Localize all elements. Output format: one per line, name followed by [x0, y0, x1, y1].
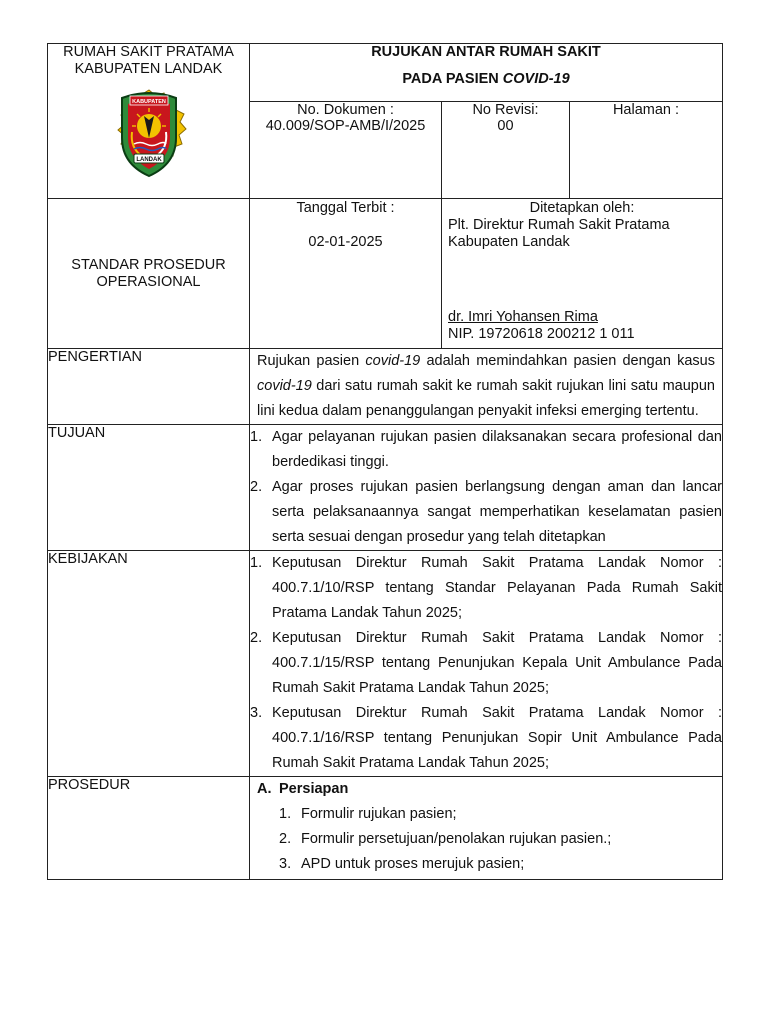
pengertian-text — [250, 349, 722, 424]
document-number-cell — [250, 102, 442, 199]
sop-type-line1: STANDAR PROSEDUR — [71, 256, 226, 273]
list-item — [250, 701, 722, 776]
signer-name: dr. Imri Yohansen Rima — [448, 309, 598, 325]
approval-label: Ditetapkan oleh: — [529, 200, 635, 216]
hospital-header-cell — [48, 44, 250, 199]
document-number-label: No. Dokumen : — [297, 102, 394, 118]
list-item — [250, 475, 722, 550]
list-item-number: 2. — [250, 630, 263, 646]
pengertian-text-2: adalah memindahkan pasien dengan kasus — [420, 353, 715, 369]
section-body-prosedur — [250, 777, 723, 880]
list-item-text: Keputusan Direktur Rumah Sakit Pratama Landak Nomor : 400.7.1/15/RSP tentang Penunjukan Kepala Unit Ambulance Pada Rumah Sakit Pratama Landak Tahun 2025; — [272, 630, 722, 696]
kebijakan-list — [250, 551, 722, 776]
approval-cell — [442, 199, 723, 349]
sop-table — [47, 43, 723, 880]
revision-cell — [442, 102, 570, 199]
list-item — [279, 852, 715, 877]
list-item-text: APD untuk proses merujuk pasien; — [301, 856, 525, 872]
list-item — [250, 626, 722, 701]
page-number-label: Halaman : — [612, 102, 680, 118]
list-item-number: 3. — [279, 856, 292, 872]
page-number-cell — [570, 102, 723, 199]
sop-document — [47, 43, 722, 880]
approval-block — [442, 199, 722, 343]
title-cell — [250, 44, 723, 102]
issue-date-label: Tanggal Terbit : — [296, 200, 395, 216]
approval-title-line2: Kabupaten Landak — [448, 234, 570, 250]
list-item-number: 1. — [250, 429, 263, 445]
sop-type-line2: OPERASIONAL — [96, 273, 201, 290]
subheading-title: Persiapan — [279, 781, 349, 797]
pengertian-text-3: dari satu rumah sakit ke rumah sakit rujukan lini satu maupun lini kedua dalam penanggulangan penyakit infeksi emerging tertentu. — [257, 378, 715, 419]
list-item — [279, 802, 715, 827]
pengertian-text-1: Rujukan pasien — [257, 353, 366, 369]
section-label-kebijakan: KEBIJAKAN — [48, 551, 250, 777]
title-line2-prefix: PADA PASIEN — [402, 71, 503, 87]
document-number-value: 40.009/SOP-AMB/I/2025 — [265, 118, 426, 134]
list-item-text: Formulir rujukan pasien; — [301, 806, 457, 822]
logo-container — [48, 86, 249, 184]
issue-date-value: 02-01-2025 — [308, 234, 383, 250]
list-item-text: Formulir persetujuan/penolakan rujukan pasien.; — [301, 831, 612, 847]
title-line2-italic: COVID-19 — [502, 71, 570, 87]
section-label-tujuan: TUJUAN — [48, 425, 250, 551]
hospital-name — [48, 44, 249, 78]
logo-top-text: KABUPATEN — [131, 99, 166, 105]
document-title — [250, 44, 722, 88]
subheading-letter: A. — [257, 781, 272, 797]
approval-title-line1: Plt. Direktur Rumah Sakit Pratama — [448, 217, 670, 233]
sop-type-cell — [48, 199, 250, 349]
list-item — [250, 551, 722, 626]
list-item-number: 2. — [250, 479, 263, 495]
prosedur-subheading — [257, 777, 715, 802]
signer-nip: NIP. 19720618 200212 1 011 — [448, 326, 635, 342]
section-label-pengertian: PENGERTIAN — [48, 349, 250, 425]
list-item — [250, 425, 722, 475]
list-item — [279, 827, 715, 852]
section-body-tujuan — [250, 425, 723, 551]
list-item-text: Agar pelayanan rujukan pasien dilaksanakan secara profesional dan berdedikasi tinggi. — [272, 429, 722, 470]
section-body-pengertian — [250, 349, 723, 425]
revision-value: 00 — [497, 118, 514, 134]
issue-date-cell — [250, 199, 442, 349]
logo-bottom-text: LANDAK — [135, 157, 162, 163]
list-item-number: 3. — [250, 705, 263, 721]
list-item-number: 1. — [279, 806, 292, 822]
pengertian-italic-1: covid-19 — [365, 353, 421, 369]
hospital-name-line2: KABUPATEN LANDAK — [74, 61, 223, 77]
prosedur-list — [257, 802, 715, 877]
list-item-number: 2. — [279, 831, 292, 847]
title-line2 — [250, 71, 722, 88]
sop-type — [48, 257, 249, 291]
kabupaten-landak-logo — [104, 86, 194, 184]
list-item-text: Keputusan Direktur Rumah Sakit Pratama Landak Nomor : 400.7.1/16/RSP tentang Penunjukan Sopir Unit Ambulance Pada Rumah Sakit Pratama Landak Tahun 2025; — [272, 705, 722, 771]
hospital-name-line1: RUMAH SAKIT PRATAMA — [63, 44, 234, 60]
list-item-number: 1. — [250, 555, 263, 571]
title-line1: RUJUKAN ANTAR RUMAH SAKIT — [371, 44, 601, 60]
list-item-text: Keputusan Direktur Rumah Sakit Pratama Landak Nomor : 400.7.1/10/RSP tentang Standar Pelayanan Pada Rumah Sakit Pratama Landak Tahun 2025; — [272, 555, 722, 621]
list-item-text: Agar proses rujukan pasien berlangsung dengan aman dan lancar serta pelaksanaannya sangat memperhatikan keselamatan pasien serta sesuai dengan prosedur yang telah ditetapkan — [272, 479, 722, 545]
prosedur-content — [250, 777, 722, 879]
section-label-prosedur: PROSEDUR — [48, 777, 250, 880]
tujuan-list — [250, 425, 722, 550]
section-body-kebijakan — [250, 551, 723, 777]
pengertian-italic-2: covid-19 — [257, 378, 312, 394]
revision-label: No Revisi: — [472, 102, 539, 118]
